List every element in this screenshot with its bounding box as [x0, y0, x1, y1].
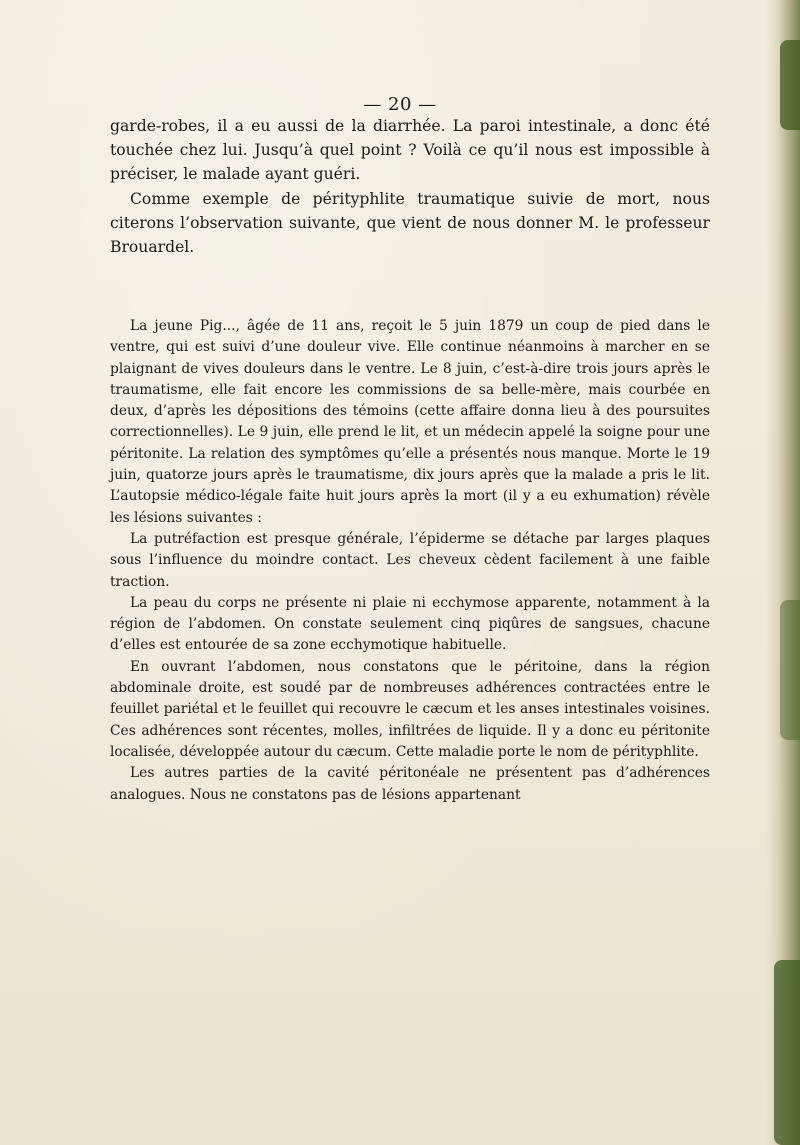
observation-paragraph: La putréfaction est presque générale, l’épiderme se détache par larges plaques sous l’influence du moindre contact. Les cheveux cèdent facilement à une faible traction. — [110, 530, 710, 590]
observation-paragraph: La jeune Pig..., âgée de 11 ans, reçoit le 5 juin 1879 un coup de pied dans le ventre, qui est suivi d’une douleur vive. Elle continue néanmoins à marcher en se plaignant de vives douleurs dans le ventre. Le 8 juin, c’est-à-dire trois jours après le traumatisme, elle fait encore les commissions de sa belle-mère, mais courbée en deux, d’après les dépositions des témoins (cette affaire donna lieu à des poursuites correctionnelles). Le 9 juin, elle prend le lit, et un médecin appelé la soigne pour une péritonite. La relation des symptômes qu’elle a présentés nous manque. Morte le 19 juin, quatorze jours après le traumatisme, dix jours après que la malade a pris le lit. L’autopsie médico-légale faite huit jours après la mort (il y a eu exhumation) révèle les lésions suivantes : — [110, 318, 710, 526]
edge-stain-spot — [774, 960, 800, 1145]
observation-text — [110, 316, 710, 806]
observation-paragraph: Les autres parties de la cavité péritonéale ne présentent pas d’adhérences analogues. Nous ne constatons pas de lésions appartenant — [110, 765, 710, 803]
observation-paragraph: En ouvrant l’abdomen, nous constatons que le péritoine, dans la région abdominale droite, est soudé par de nombreuses adhérences contractées entre le feuillet pariétal et le feuillet qui recouvre le cæcum et les anses intestinales voisines. Ces adhérences sont récentes, molles, infiltrées de liquide. Il y a donc eu péritonite localisée, développée autour du cæcum. Cette maladie porte le nom de pérityphlite. — [110, 658, 710, 760]
page-number: — 20 — — [363, 94, 437, 115]
intro-text — [110, 114, 710, 259]
intro-paragraph: garde-robes, il a eu aussi de la diarrhée. La paroi intestinale, a donc été touchée chez lui. Jusqu’à quel point ? Voilà ce qu’il nous est impossible à préciser, le malade ayant guéri. — [110, 117, 710, 184]
observation-paragraph: La peau du corps ne présente ni plaie ni ecchymose apparente, notamment à la région de l’abdomen. On constate seulement cinq piqûres de sangsues, chacune d’elles est entourée de sa zone ecchymotique habituelle. — [110, 594, 710, 654]
edge-stain-spot — [780, 40, 800, 130]
intro-paragraph: Comme exemple de pérityphlite traumatique suivie de mort, nous citerons l’observation suivante, que vient de nous donner M. le professeur Brouardel. — [110, 189, 710, 257]
edge-stain-spot — [780, 600, 800, 740]
